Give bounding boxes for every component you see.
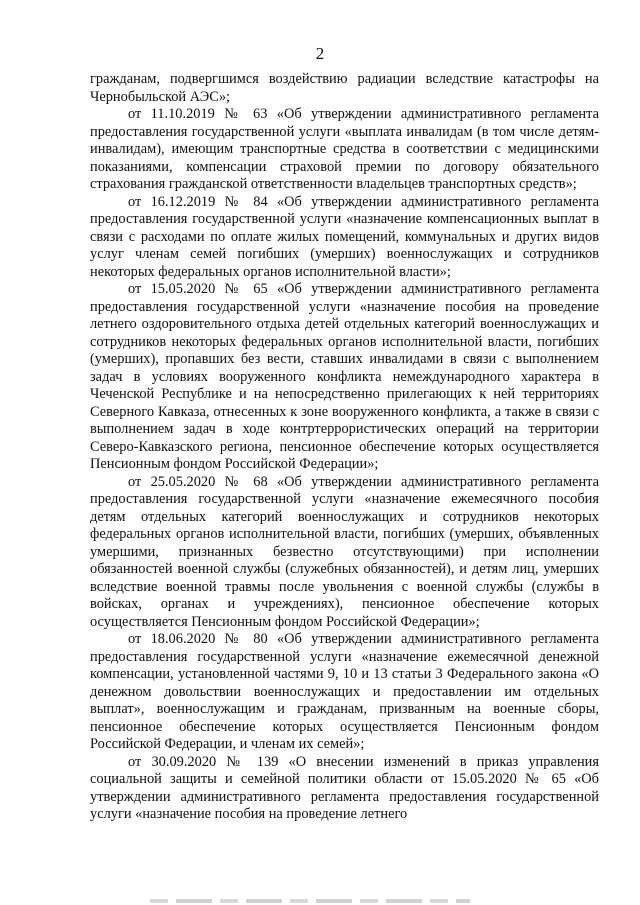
scan-edge-artifact <box>150 899 470 903</box>
paragraph-order-65: от 15.05.2020 № 65 «Об утверждении административного регламента предоставления государственной услуги «назначение пособия на проведение летнего оздоровительного отдыха детей отдельных категорий военнослужащих и сотрудников некоторых федеральных органов исполнительной власти, погибших (умерших), пропавших без вести, ставших инвалидами в связи с выполнением задач в условиях вооруженного конфликта немеждународного характера в Чеченской Республике и на непосредственно прилегающих к ней территориях Северного Кавказа, отнесенных к зоне вооруженного конфликта, а также в связи с выполнением задач в ходе контртеррористических операций на территории Северо-Кавказского региона, пенсионное обеспечение которых осуществляется Пенсионным фондом Российской Федерации»; <box>90 281 599 472</box>
paragraph-order-63: от 11.10.2019 № 63 «Об утверждении административного регламента предоставления государственной услуги «выплата инвалидам (в том числе детям-инвалидам), имеющим транспортные средства в соответствии с медицинскими показаниями, компенсации страховой премии по договору обязательного страхования гражданской ответственности владельцев транспортных средств»; <box>90 106 599 192</box>
paragraph-order-84: от 16.12.2019 № 84 «Об утверждении административного регламента предоставления государственной услуги «назначение компенсационных выплат в связи с расходами по оплате жилых помещений, коммунальных и других видов услуг членам семей погибших (умерших) военнослужащих и сотрудников некоторых федеральных органов исполнительной власти»; <box>90 193 599 280</box>
document-body <box>90 71 599 824</box>
paragraph-order-80: от 18.06.2020 № 80 «Об утверждении административного регламента предоставления государственной услуги «назначение ежемесячной денежной компенсации, установленной частями 9, 10 и 13 статьи 3 Федерального закона «О денежном довольствии военнослужащих и предоставлении им отдельных выплат», военнослужащим и гражданам, призванным на военные сборы, пенсионное обеспечение которых осуществляется Пенсионным фондом Российской Федерации, и членам их семей»; <box>90 631 599 752</box>
page-number: 2 <box>315 44 325 63</box>
paragraph-order-139: от 30.09.2020 № 139 «О внесении изменений в приказ управления социальной защиты и семейной политики области от 15.05.2020 № 65 «Об утверждении административного регламента предоставления государственной услуги «назначение пособия на проведение летнего <box>90 753 599 822</box>
paragraph-order-68: от 25.05.2020 № 68 «Об утверждении административного регламента предоставления государственной услуги «назначение ежемесячного пособия детям отдельных категорий военнослужащих и сотрудников некоторых федеральных органов исполнительной власти, погибших (умерших, объявленных умершими, признанных безвестно отсутствующими) при исполнении обязанностей военной службы (служебных обязанностей), и детям лиц, умерших вследствие военной травмы после увольнения с военной службы (службы в войсках, органах и учреждениях), пенсионное обеспечение которых осуществляется Пенсионным фондом Российской Федерации»; <box>90 473 599 630</box>
paragraph-chernobyl-end: гражданам, подвергшимся воздействию радиации вследствие катастрофы на Чернобыльской АЭС»; <box>90 71 599 105</box>
